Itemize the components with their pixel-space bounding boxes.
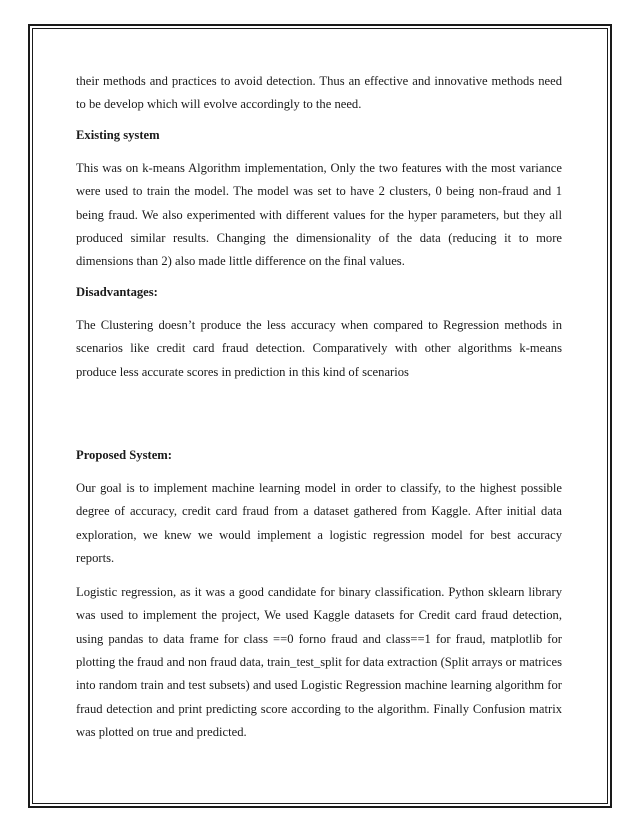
proposed-system-heading: Proposed System: [76,448,172,463]
proposed-system-paragraph-2: Logistic regression, as it was a good candidate for binary classification. Python sklearn library was used to implement the project, We used Kaggle datasets for Credit card fraud detection, using pandas to data frame for class ==0 forno fraud and class==1 for fraud, matplotlib for plotting the fraud and non fraud data, train_test_split for data extraction (Split arrays or matrices into random train and test subsets) and used Logistic Regression machine learning algorithm for fraud detection and print predicting score according to the algorithm. Finally Confusion matrix was plotted on true and predicted. [76,584,562,740]
existing-system-paragraph: This was on k-means Algorithm implementation, Only the two features with the most variance were used to train the model. The model was set to have 2 clusters, 0 being non-fraud and 1 being fraud. We also experimented with different values for the hyper parameters, but they all produced similar results. Changing the dimensionality of the data (reducing it to more dimensions than 2) also made little difference on the final values. [76,160,562,269]
intro-paragraph: their methods and practices to avoid detection. Thus an effective and innovative methods need to be develop which will evolve accordingly to the need. [76,74,562,112]
disadvantages-paragraph: The Clustering doesn’t produce the less accuracy when compared to Regression methods in scenarios like credit card fraud detection. Comparatively with other algorithms k-means produce less accurate scores in prediction in this kind of scenarios [76,317,562,379]
document-body [76,70,562,745]
proposed-system-paragraph-1: Our goal is to implement machine learning model in order to classify, to the highest possible degree of accuracy, credit card fraud from a dataset gathered from Kaggle. After initial data exploration, we knew we would implement a logistic regression model for best accuracy reports. [76,481,562,566]
disadvantages-heading: Disadvantages: [76,284,158,299]
existing-system-heading: Existing system [76,127,160,142]
